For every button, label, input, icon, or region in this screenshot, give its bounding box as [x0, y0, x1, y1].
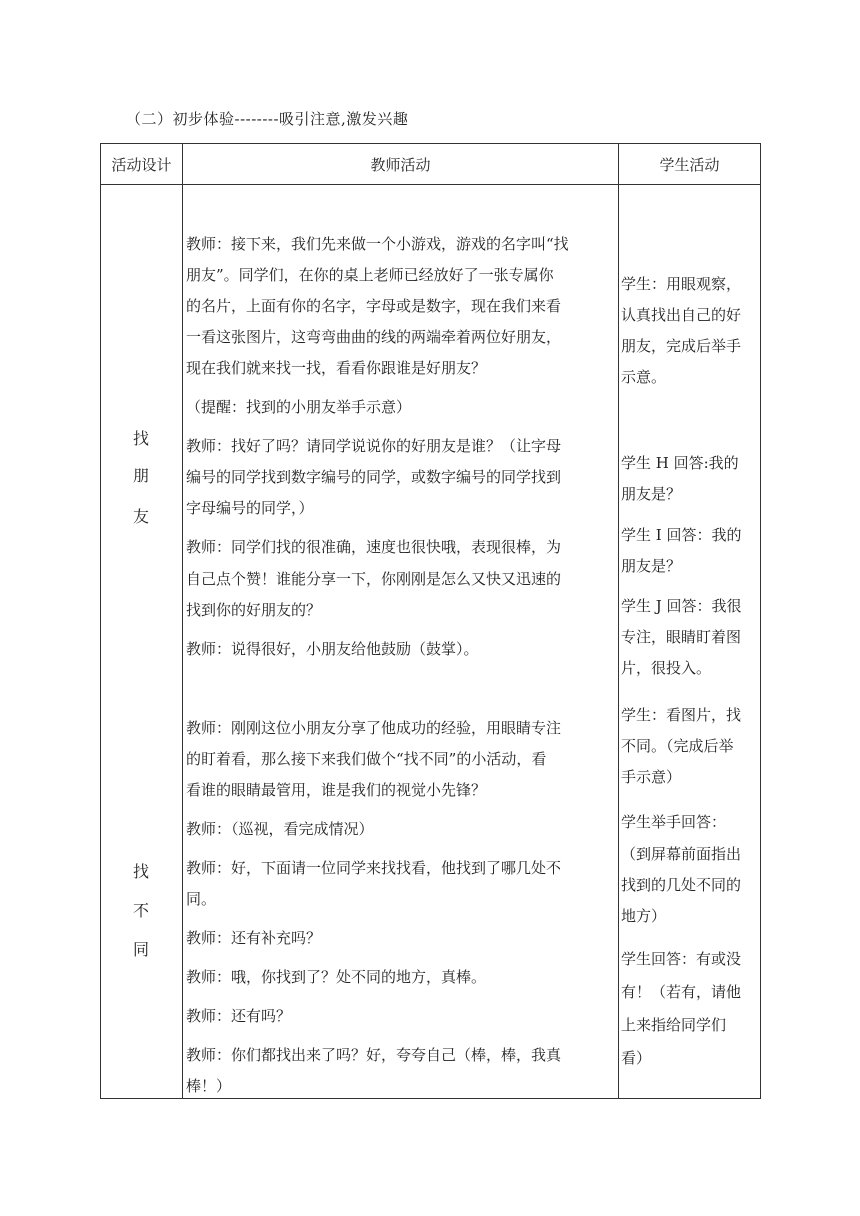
teacher-line: 教师：哦，你找到了？处不同的地方，真棒。 [186, 968, 487, 986]
activity-table [100, 143, 761, 1099]
teacher-line: 找到你的好朋友的？ [186, 601, 322, 619]
student-line: 学生：看图片，找 [621, 706, 742, 724]
student-line: 学生回答：有或没 [621, 950, 742, 968]
design-label-char: 友 [132, 507, 149, 526]
teacher-line: 编号的同学找到数字编号的同学，或数字编号的同学找到 [186, 468, 562, 486]
teacher-line: 现在我们就来找一找，看看你跟谁是好朋友？ [186, 359, 487, 377]
student-line: 学生 I 回答：我的 [621, 526, 742, 544]
design-label-char: 找 [132, 862, 149, 881]
student-line: 朋友是？ [621, 557, 682, 575]
student-line: 手示意） [621, 768, 682, 786]
design-label-char: 同 [132, 940, 149, 959]
activity-design-cell [101, 185, 183, 1099]
student-line: 上来指给同学们 [621, 1016, 727, 1034]
student-line: 朋友，完成后举手 [621, 337, 742, 355]
student-line: 找到的几处不同的 [621, 876, 742, 894]
student-line: 有！（若有，请他 [621, 983, 742, 1001]
teacher-line: 的盯着看，那么接下来我们做个“找不同”的小活动，看 [186, 750, 547, 768]
teacher-line: 教师：你们都找出来了吗？好，夸夸自己（棒，棒，我真 [186, 1046, 562, 1064]
teacher-line: 教师：好，下面请一位同学来找找看，他找到了哪几处不 [186, 859, 562, 877]
student-line: 地方） [621, 907, 667, 925]
teacher-line: 自己点个赞！谁能分享一下，你刚刚是怎么又快又迅速的 [186, 570, 562, 588]
header-teacher-activity: 教师活动 [183, 144, 619, 185]
student-line: 学生 H 回答:我的 [621, 454, 739, 472]
teacher-line: 棒！） [186, 1077, 232, 1095]
table-header-row [101, 144, 761, 185]
teacher-line: 教师：接下来，我们先来做一个小游戏，游戏的名字叫“找 [186, 235, 569, 253]
teacher-line: 教师：说得很好，小朋友给他鼓励（鼓掌）。 [186, 640, 479, 658]
teacher-activity-cell [183, 185, 619, 1099]
student-line: 认真找出自己的好 [621, 306, 742, 324]
design-label-char: 找 [132, 429, 149, 448]
teacher-line: （提醒：找到的小朋友举手示意） [186, 398, 412, 416]
student-line: 学生 J 回答：我很 [621, 597, 742, 615]
student-line: 示意。 [621, 368, 667, 386]
header-activity-design: 活动设计 [101, 144, 183, 185]
teacher-line: 字母编号的同学，） [186, 499, 314, 517]
design-label-char: 朋 [132, 466, 149, 485]
table-row [101, 185, 761, 1099]
header-student-activity: 学生活动 [619, 144, 761, 185]
teacher-line: 教师：（巡视，看完成情况） [186, 820, 374, 838]
student-activity-cell [619, 185, 761, 1099]
section-heading: （二）初步体验--------吸引注意,激发兴趣 [126, 110, 409, 128]
teacher-line: 同。 [186, 890, 217, 908]
teacher-line: 教师：还有吗？ [186, 1007, 292, 1025]
student-line: 学生：用眼观察， [621, 275, 742, 293]
student-line: 专注，眼睛盯着图 [621, 628, 742, 646]
student-line: 不同。（完成后举 [621, 737, 734, 755]
student-line: 学生举手回答： [621, 813, 727, 831]
student-line: 朋友是？ [621, 485, 682, 503]
teacher-line: 看谁的眼睛最管用，谁是我们的视觉小先锋？ [186, 781, 487, 799]
teacher-line: 教师：同学们找的很准确，速度也很快哦，表现很棒，为 [186, 538, 562, 556]
design-label-char: 不 [132, 901, 149, 920]
teacher-line: 教师：刚刚这位小朋友分享了他成功的经验，用眼睛专注 [186, 719, 562, 737]
teacher-line: 的名片，上面有你的名字，字母或是数字，现在我们来看 [186, 297, 562, 315]
student-line: 看） [621, 1049, 652, 1067]
teacher-line: 教师：还有补充吗？ [186, 929, 322, 947]
teacher-line: 朋友”。同学们，在你的桌上老师已经放好了一张专属你 [186, 266, 554, 284]
teacher-line: 教师：找好了吗？请同学说说你的好朋友是谁？（让字母 [186, 437, 562, 455]
teacher-line: 一看这张图片，这弯弯曲曲的线的两端牵着两位好朋友， [186, 328, 562, 346]
student-line: （到屏幕前面指出 [621, 845, 742, 863]
student-line: 片，很投入。 [621, 659, 712, 677]
